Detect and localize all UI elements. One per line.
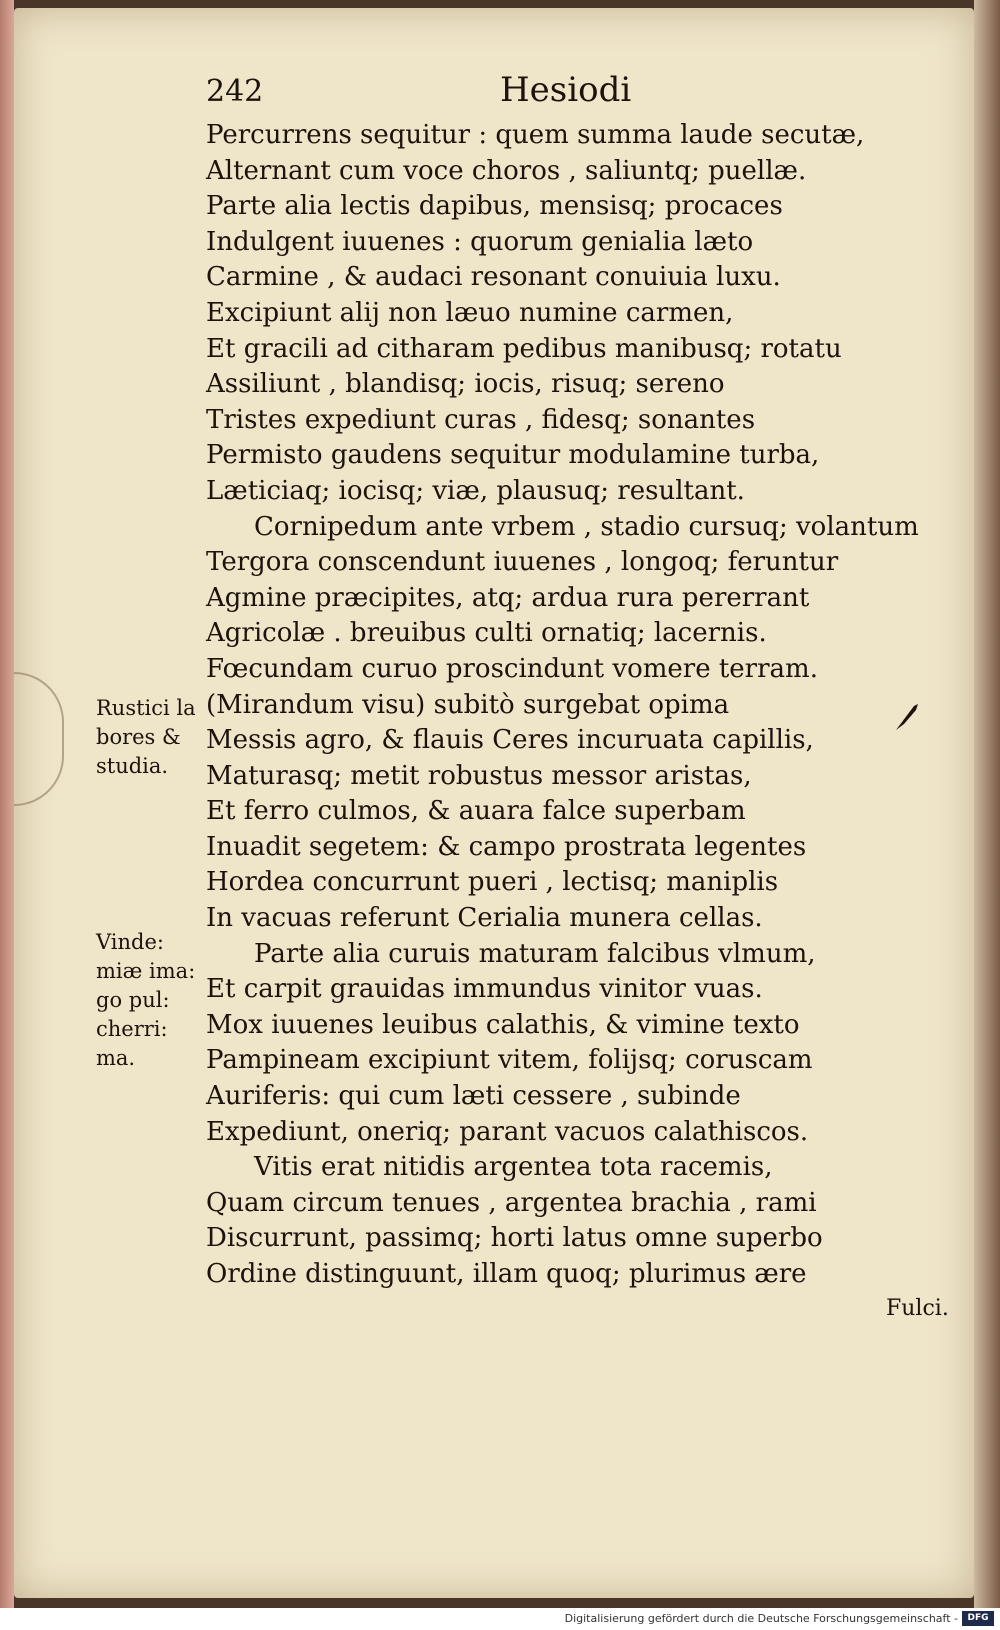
verse-line: Hordea concurrunt pueri , lectisq; maniplis [206,867,779,898]
right-page-edge [974,0,1000,1608]
facing-page-bleed [960,120,974,1300]
left-page-edge [0,0,14,1608]
verse-line: Vitis erat nitidis argentea tota racemis, [254,1152,773,1183]
verse-line: Permisto gaudens sequitur modulamine turba, [206,440,820,471]
ink-mark-icon [892,700,922,734]
verse-line: Messis agro, & flauis Ceres incuruata capillis, [206,725,814,756]
verse-line: Inuadit segetem: & campo prostrata legentes [206,831,807,862]
catchword: Fulci. [886,1296,949,1321]
verse-line: Agricolæ . breuibus culti ornatiq; lacernis. [206,618,767,649]
verse-text-block [206,118,946,1293]
margin-note-line: Rustici la [96,696,196,720]
verse-line: (Mirandum visu) subitò surgebat opima [206,689,730,720]
verse-line: In vacuas referunt Cerialia munera cellas. [206,903,763,934]
margin-note-line: bores & [96,725,181,749]
margin-note-line: cherri: [96,1017,168,1041]
verse-line: Parte alia lectis dapibus, mensisq; procaces [206,191,783,222]
verse-line: Excipiunt alij non læuo numine carmen, [206,297,734,328]
verse-line: Quam circum tenues , argentea brachia , rami [206,1187,817,1218]
verse-line: Ordine distinguunt, illam quoq; plurimus ære [206,1259,807,1289]
verse-line: Tristes expediunt curas , fidesq; sonantes [206,404,756,435]
verse-line: Carmine , & audaci resonant conuiuia luxu. [206,262,781,293]
verse-line: Tergora conscendunt iuuenes , longoq; feruntur [206,547,839,578]
verse-line: Percurrens sequitur : quem summa laude secutæ, [206,120,865,150]
verse-line: Et ferro culmos, & auara falce superbam [206,796,746,827]
page-number: 242 [206,74,264,109]
verse-line: Alternant cum voce choros , saliuntq; puellæ. [206,155,807,186]
margin-note-line: Vinde: [96,930,164,954]
margin-note-line: miæ ima: [96,959,196,983]
margin-note-vintage [96,928,195,1073]
dfg-logo: DFG [962,1611,994,1626]
verse-line: Indulgent iuuenes : quorum genialia læto [206,226,754,257]
funding-credit: Digitalisierung gefördert durch die Deutsche Forschungsgemeinschaft - [564,1612,958,1625]
margin-note-line: go pul: [96,988,170,1012]
digitization-footer [0,1608,1000,1630]
verse-line: Cornipedum ante vrbem , stadio cursuq; volantum [254,511,919,542]
verse-line: Expediunt, oneriq; parant vacuos calathiscos. [206,1116,809,1147]
verse-line: Læticiaq; iocisq; viæ, plausuq; resultant. [206,475,745,506]
verse-line: Agmine præcipites, atq; ardua rura pererrant [206,582,810,613]
margin-note-line: ma. [96,1046,136,1070]
verse-line: Auriferis: qui cum læti cessere , subinde [206,1081,741,1112]
verse-line: Maturasq; metit robustus messor aristas, [206,760,752,791]
verse-line: Parte alia curuis maturam falcibus vlmum, [254,938,816,969]
verse-line: Mox iuuenes leuibus calathis, & vimine texto [206,1009,800,1040]
verse-line: Assiliunt , blandisq; iocis, risuq; sereno [206,369,725,400]
verse-line: Discurrunt, passimq; horti latus omne superbo [206,1223,823,1254]
verse-line: Fœcundam curuo proscindunt vomere terram. [206,653,818,684]
verse-line: Et gracili ad citharam pedibus manibusq; rotatu [206,333,842,364]
verse-line: Pampineam excipiunt vitem, folijsq; coruscam [206,1045,813,1076]
running-title: Hesiodi [500,70,632,110]
margin-note-rustic-labors [96,694,196,781]
verse-line: Et carpit grauidas immundus vinitor vuas. [206,974,763,1005]
margin-note-line: studia. [96,754,169,778]
